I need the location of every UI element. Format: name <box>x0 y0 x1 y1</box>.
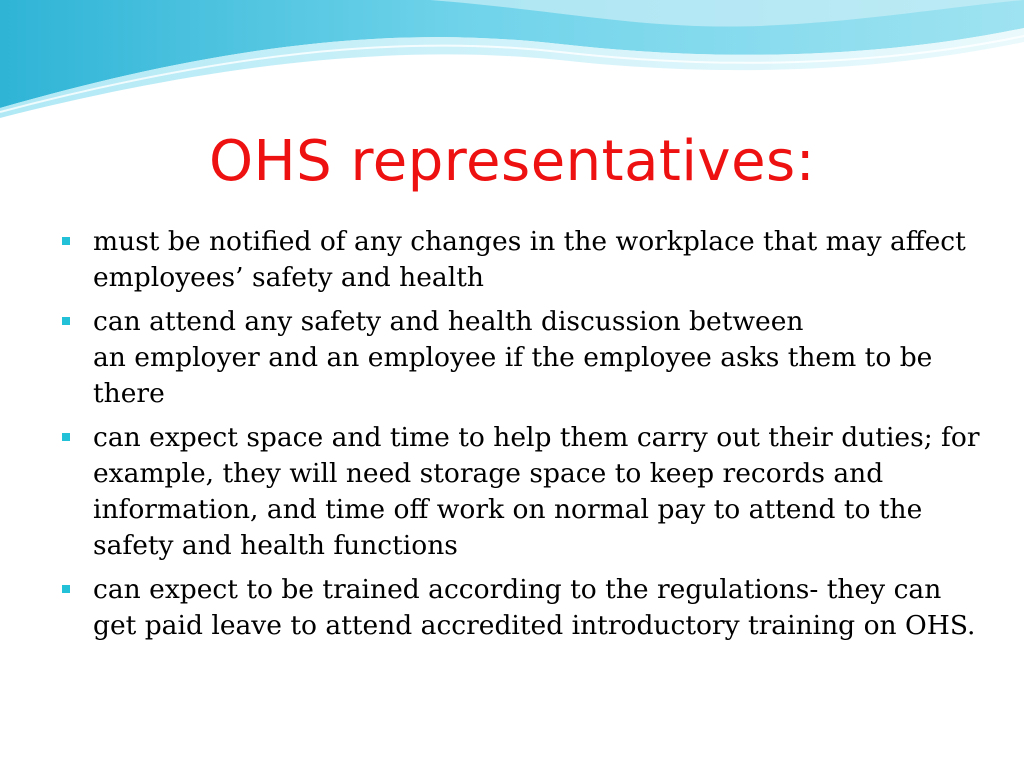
bullet-text: can expect to be trained according to the regulations- they can get paid leave to attend accredited introductory training on OHS. <box>93 574 976 641</box>
bullet-item <box>60 420 980 564</box>
bullet-text: must be notified of any changes in the workplace that may affect employees’ safety and health <box>93 226 966 293</box>
bullet-text: can expect space and time to help them carry out their duties; for example, they will need storage space to keep records and information, and time off work on normal pay to attend to the safety and health functions <box>93 422 980 561</box>
square-bullet-icon <box>62 585 70 593</box>
square-bullet-icon <box>62 433 70 441</box>
bullet-item <box>60 224 980 296</box>
bullet-item <box>60 304 980 412</box>
square-bullet-icon <box>62 317 70 325</box>
square-bullet-icon <box>62 237 70 245</box>
decorative-wave-header <box>0 0 1024 130</box>
slide-title: OHS representatives: <box>208 129 816 194</box>
bullet-item <box>60 572 980 644</box>
bullet-list <box>60 224 980 652</box>
bullet-text: can attend any safety and health discussion between an employer and an employee if the employee asks them to be there <box>93 306 933 409</box>
